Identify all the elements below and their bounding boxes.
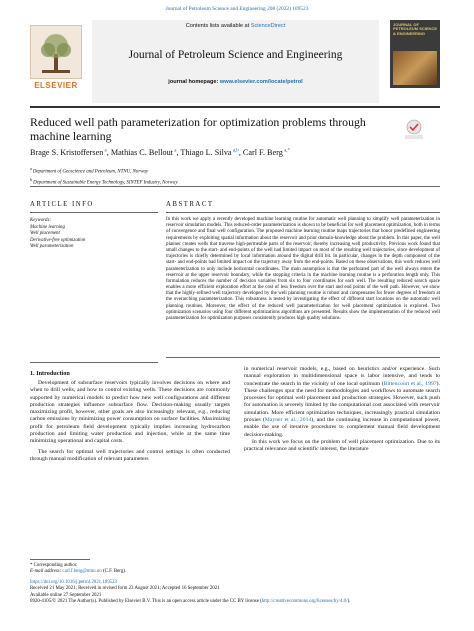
email-line: E-mail address: carl.f.berg@ntnu.no (C.F. Berg). [30, 569, 127, 575]
license-link[interactable]: http://creativecommons.org/licenses/by/4.0/ [261, 599, 348, 605]
journal-masthead [92, 20, 379, 103]
author-name[interactable]: Thiago L. Silva [180, 148, 232, 157]
abstract-text: In this work we apply a recently developed machine learning routine for automatic well planning to simplify well parameterization in reservoir simulation models. This reduced-order parameterization is shown to be beneficial for well placement optimization, both in terms of convergence and final well configuration. The proposed machine learning routine maps trajectories that honor predefined engineering requirements by exploiting spatial information about the reservoir and prior domain-knowledge about the problem. In this paper, the well planner creates wells that traverse high-permeable parts of the reservoir, thereby increasing well productivity. Previous work found that small changes to the start- and end-points of the well had limited impact on most of the resulting well trajectories, since development of trajectories is chiefly determined by local information around the digital drill bit. In particular, changes in the depth component of the start- and end-points had limited impact on the trajectory away from the end-points. Based on these observations, this work reduces well parameterization to only include horizontal coordinates. The main assumption is that the perforated part of the well always enters the reservoir at the upper reservoir boundary, while the stopping criteria in the machine learning routine is a perforation length only. This formulation reduces the number of decision variables from six to four coordinates for each well. The resulting reduced search space enables a more efficient exploration effort at the cost of less freedom over the start and end points of the well path. However, we show that the highly-refined well trajectory developed by the well planning routine is robust and compensates for fewer degrees of freedom at the overarching parameterization. This robustness is tested by investigating the effect of different start locations on the automatic well planning routines. Moreover, the effect of the reduced well parameterization for well placement optimization is explored. Two optimization scenarios using four different optimizations algorithms are presented. Results show the implementation of the reduced well parameterization for optimization purposes consistently produces high quality solutions. [166, 217, 440, 321]
author-separator: , [106, 148, 111, 157]
citation-mayner[interactable]: Mayner et al., 2014 [264, 417, 312, 424]
intro-paragraph-1: Development of subsurface reservoirs typically involves decisions on where and when to drill wells, and how to control existing wells. These decisions are commonly supported by numerical models to predict how new well configurations and different production strategies influence subsurface flow. Decision-making usually targets maximizing profit, however, other goals are also increasingly relevant, e.g., reducing carbon emissions by minimizing power consumption on surface facilities. Maximizing profit for petroleum field development typically implies increasing hydrocarbon production and limiting water production and injection, while at the same time minimizing operational and capital costs. [30, 380, 230, 445]
author-separator: , [176, 148, 181, 157]
intro-paragraph-3: In this work we focus on the problem of well placement optimization. Due to its practical relevance and scientific interest, the literature [244, 438, 440, 453]
keywords-label: Keywords: [30, 218, 52, 223]
author-name[interactable]: Carl F. Berg [242, 148, 283, 157]
article-info-bottom-rule [30, 362, 158, 363]
homepage-link[interactable]: www.elsevier.com/locate/petrol [219, 79, 303, 85]
journal-header [30, 17, 440, 106]
check-for-updates-icon[interactable] [402, 118, 426, 140]
intro-paragraph-2: The search for optimal well trajectories and control settings is often conducted through manual modification of relevant parameters [30, 448, 230, 462]
elsevier-logo [30, 25, 82, 92]
email-link[interactable]: carl.f.berg@ntnu.no [62, 569, 102, 575]
online-date: Available online 27 September 2021 [30, 592, 102, 598]
author-affiliation-mark[interactable]: a [103, 148, 107, 154]
body-right-column [244, 366, 440, 454]
article-info-heading: ARTICLE INFO [30, 201, 94, 208]
cover-image [393, 51, 437, 85]
header-divider [30, 106, 440, 108]
keyword: Well parameterization [30, 244, 74, 249]
journal-citation-line[interactable]: Journal of Petroleum Science and Engineering 208 (2022) 109523 [165, 6, 309, 12]
elsevier-wordmark: ELSEVIER [34, 81, 78, 90]
affiliation-line: $^a$ Department of Geoscience and Petroleum, NTNU, Norway [30, 166, 149, 175]
journal-title: Journal of Petroleum Science and Engineering [128, 49, 343, 61]
abstract-divider [166, 212, 440, 213]
journal-cover[interactable] [390, 20, 440, 88]
author-list [30, 148, 290, 157]
contents-line: Contents lists available at ScienceDirect [185, 23, 286, 29]
author-affiliation-mark[interactable]: a,b [231, 148, 239, 154]
tree-icon [30, 25, 82, 79]
author-name[interactable]: Mathias C. Bellout [110, 148, 173, 157]
footnotes [30, 563, 350, 605]
keyword: Well placement [30, 231, 60, 236]
footnote-divider [30, 559, 90, 560]
cover-title: JOURNAL OF PETROLEUM SCIENCE & ENGINEERING [393, 22, 438, 36]
affiliation-line: $^b$ Department of Sustainable Energy Technology, SINTEF Industry, Norway [30, 176, 178, 186]
license-line: 0920-4105/© 2021 The Author(s). Published by Elsevier B.V. This is an open access article under the CC BY license (http://creativecommons.org/licenses/by/4.0/). [30, 599, 351, 605]
affiliations [30, 165, 178, 186]
received-dates: Received 21 May 2021; Received in revised form 23 August 2021; Accepted 16 September 2021 [30, 586, 220, 592]
journal-homepage: journal homepage: www.elsevier.com/locate/petrol [168, 79, 303, 85]
keywords-block [30, 218, 85, 251]
abstract-bottom-rule [166, 357, 440, 358]
citation-bittencourt[interactable]: Bittencourt et al., 1997 [383, 380, 437, 387]
abstract-heading: ABSTRACT [166, 201, 214, 208]
intro-paragraph-2-cont: in numerical reservoir models, e.g., based on heuristics and/or experience. Such manual exploration in multidimensional space is labor intensive, and tends to concentrate the search in the vicinity of one local optimum (Bittencourt et al., 1997). These challenges spur the need for methodologies and workflows to automate search processes for optimal well placement and production strategies. However, such push for automation is severely limited by the computational cost associated with reservoir simulation. More efficient optimization techniques, increasingly practical simulation proxies (Mayner et al., 2014), and the continuing increase in computational power, enable the use of iterative procedures to complement manual field development decision-making. [244, 366, 441, 438]
title-divider [30, 186, 440, 187]
introduction-heading: 1. Introduction [30, 370, 70, 377]
keyword: Derivative-free optimization [30, 237, 86, 243]
sciencedirect-link[interactable]: ScienceDirect [250, 23, 286, 29]
corresponding-author-note: * Corresponding author. [30, 563, 78, 568]
keyword: Machine learning [30, 224, 65, 230]
body-left-column [30, 380, 230, 463]
author-name[interactable]: Brage S. Kristoffersen [30, 148, 104, 157]
author-affiliation-mark[interactable]: a,* [282, 148, 291, 154]
article-title: Reduced well path parameterization for optimization problems through machine learning [30, 115, 366, 143]
article-info-divider [30, 212, 158, 213]
author-separator: , [238, 148, 243, 157]
author-affiliation-mark[interactable]: a [172, 148, 177, 154]
doi-link[interactable]: https://doi.org/10.1016/j.petrol.2021.109523 [30, 579, 117, 585]
keyword-list [30, 225, 85, 251]
